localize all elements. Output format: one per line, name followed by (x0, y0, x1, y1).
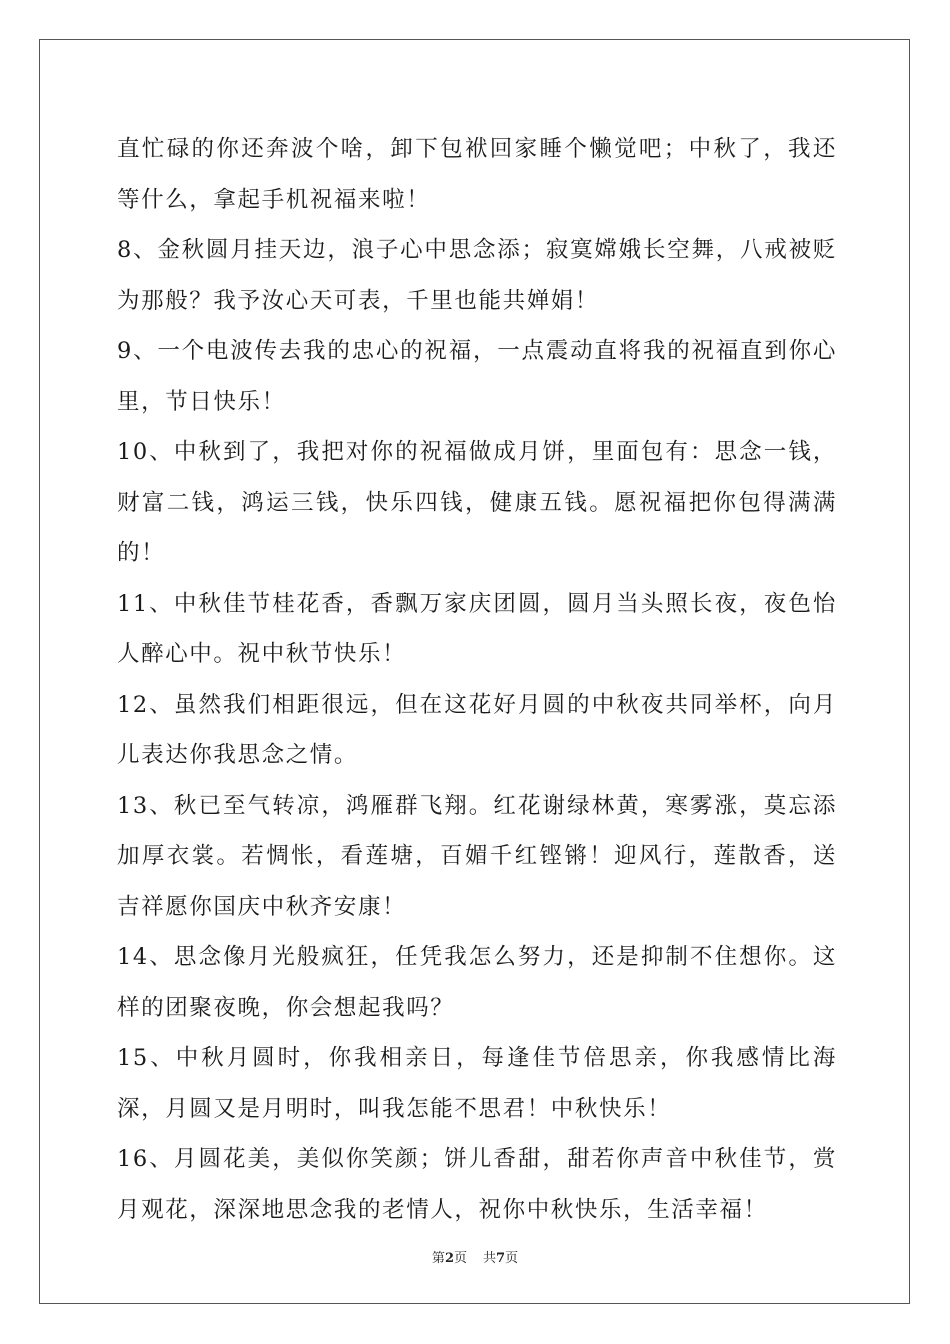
total-pages: 7 (496, 1251, 506, 1266)
page-suffix: 页 (453, 1251, 467, 1266)
page-footer (0, 1247, 950, 1266)
paragraph: 13、秋已至气转凉，鸿雁群飞翔。红花谢绿林黄，寒雾涨，莫忘添加厚衣裳。若惆怅，看莲塘，百媚千红铿锵！迎风行，莲散香，送吉祥愿你国庆中秋齐安康！ (117, 792, 837, 920)
paragraph: 16、月圆花美，美似你笑颜；饼儿香甜，甜若你声音中秋佳节，赏月观花，深深地思念我的老情人，祝你中秋快乐，生活幸福！ (117, 1146, 837, 1223)
paragraph: 10、中秋到了，我把对你的祝福做成月饼，里面包有：思念一钱，财富二钱，鸿运三钱，快乐四钱，健康五钱。愿祝福把你包得满满的！ (117, 439, 837, 566)
paragraph: 9、一个电波传去我的忠心的祝福，一点震动直将我的祝福直到你心里，节日快乐！ (117, 338, 837, 415)
paragraph: 12、虽然我们相距很远，但在这花好月圆的中秋夜共同举杯，向月儿表达你我思念之情。 (117, 691, 837, 768)
paragraph: 8、金秋圆月挂天边，浪子心中思念添；寂寞嫦娥长空舞，八戒被贬为那般？我予汝心天可表，千里也能共婵娟！ (117, 237, 837, 314)
page-prefix: 第 (431, 1251, 445, 1266)
paragraph: 15、中秋月圆时，你我相亲日，每逢佳节倍思亲，你我感情比海深，月圆又是月明时，叫我怎能不思君！中秋快乐！ (117, 1045, 837, 1122)
paragraph: 11、中秋佳节桂花香，香飘万家庆团圆，圆月当头照长夜，夜色怡人醉心中。祝中秋节快乐！ (117, 590, 837, 667)
paragraph: 14、思念像月光般疯狂，任凭我怎么努力，还是抑制不住想你。这样的团聚夜晚，你会想起我吗？ (117, 944, 837, 1021)
total-prefix: 共 (483, 1251, 497, 1266)
page-number: 2 (444, 1251, 454, 1266)
document-body (117, 124, 837, 1235)
paragraph: 直忙碌的你还奔波个啥，卸下包袱回家睡个懒觉吧；中秋了，我还等什么，拿起手机祝福来啦！ (117, 136, 837, 213)
total-suffix: 页 (505, 1251, 519, 1266)
